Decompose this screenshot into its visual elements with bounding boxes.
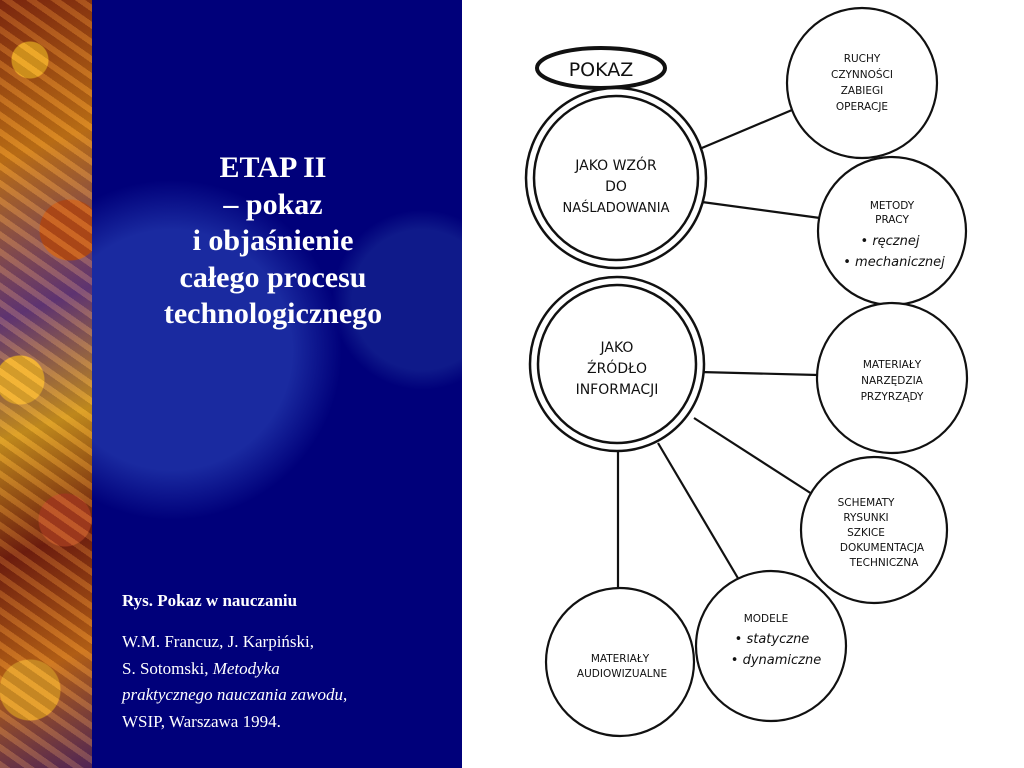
node-label-line: JAKO WZÓR	[575, 158, 657, 174]
title-line: technologicznego	[163, 297, 383, 330]
node-label-line: DOKUMENTACJA	[839, 542, 925, 554]
title-line: ETAP II	[219, 151, 327, 184]
node-label-line: OPERACJE	[835, 101, 889, 113]
node-label-line: PRACY	[875, 214, 909, 226]
node-label-line: RYSUNKI	[843, 512, 889, 524]
node-jako-wzor	[526, 88, 706, 268]
title-line: całego procesu	[179, 260, 367, 294]
citation-authors: S. Sotomski,	[122, 658, 213, 678]
node-label-line: MODELE	[743, 613, 789, 625]
node-label-line: • dynamiczne	[730, 653, 822, 668]
node-schematy	[801, 457, 947, 603]
gear-decoration-strip	[0, 0, 92, 768]
node-label-line: NARZĘDZIA	[861, 375, 923, 387]
citation-line: WSIP, Warszawa 1994.	[122, 711, 281, 731]
citation-book-title: Metodyka	[212, 658, 280, 678]
node-label-line: TECHNICZNA	[849, 557, 919, 569]
title-line: i objaśnienie	[192, 224, 354, 257]
citation-line: praktycznego nauczania zawodu,	[122, 685, 348, 704]
node-label-line: • mechanicznej	[843, 255, 945, 270]
node-label-line: ZABIEGI	[840, 85, 884, 97]
node-label-line: • ręcznej	[860, 234, 920, 249]
node-label-line: PRZYRZĄDY	[860, 391, 924, 403]
node-jako-zrodlo	[530, 277, 704, 451]
node-materialy	[817, 303, 967, 453]
citation-line: W.M. Francuz, J. Karpiński,	[122, 632, 315, 651]
node-ruchy	[787, 8, 937, 158]
figure-caption: Rys. Pokaz w nauczaniu	[122, 591, 298, 610]
citation	[122, 629, 452, 735]
node-label-line: METODY	[869, 200, 915, 212]
node-audiowizualne	[546, 588, 694, 736]
node-label-line: INFORMACJI	[575, 382, 659, 398]
citation-book-title: praktycznego nauczania zawodu	[122, 685, 343, 704]
node-label-line: DO	[605, 179, 627, 195]
node-label-line: ŹRÓDŁO	[586, 361, 648, 377]
diagram	[462, 0, 1024, 768]
slide-title	[92, 150, 454, 333]
node-label-line: RUCHY	[843, 53, 881, 65]
node-label-line: JAKO	[600, 340, 634, 356]
node-label-line: MATERIAŁY	[862, 359, 922, 371]
node-label-line: MATERIAŁY	[590, 653, 650, 665]
pokaz-header-label: POKAZ	[568, 59, 634, 81]
node-modele	[696, 571, 846, 721]
title-line: – pokaz	[223, 187, 323, 221]
diagram-svg	[462, 0, 1024, 768]
node-label-line: SZKICE	[847, 527, 885, 539]
node-label-line: NAŚLADOWANIA	[562, 201, 670, 216]
node-metody	[818, 157, 966, 305]
node-label-line: AUDIOWIZUALNE	[576, 668, 668, 680]
node-label-line: • statyczne	[734, 632, 810, 647]
citation-line	[122, 656, 452, 683]
node-label-line: CZYNNOŚCI	[830, 69, 894, 81]
node-label-line: SCHEMATY	[837, 497, 895, 509]
